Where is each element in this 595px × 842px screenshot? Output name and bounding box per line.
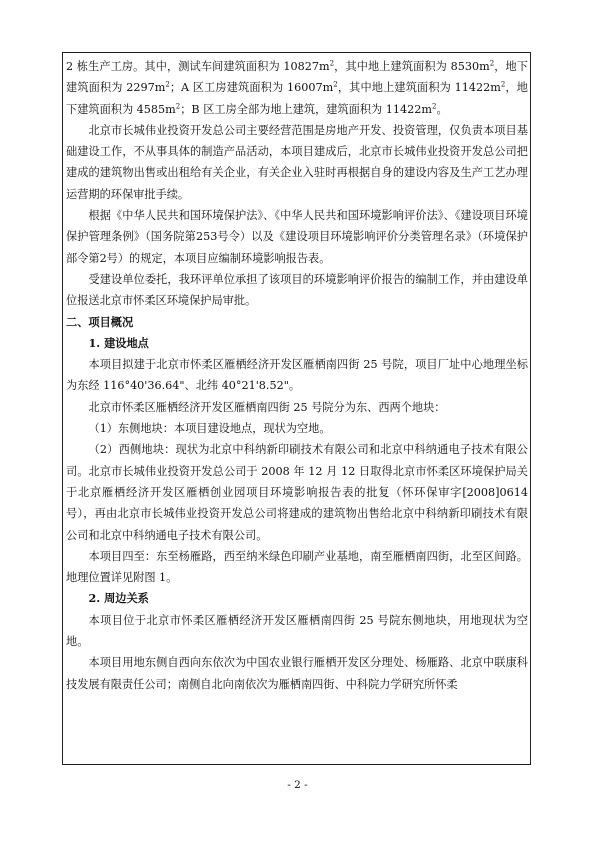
document-body (66, 56, 528, 695)
paragraph-legal-basis: 根据《中华人民共和国环境保护法》、《中华人民共和国环境影响评价法》、《建设项目环境保护管理条例》（国务院第253号令）以及《建设项目环境影响评价分类管理名录》（环境保护部令第2号）的规定，本项目应编制环境影响报告表。 (66, 209, 528, 265)
paragraph-commission: 受建设单位委托，我环评单位承担了该项目的环境影响评价报告的编制工作，并由建设单位报送北京市怀柔区环境保护局审批。 (66, 272, 528, 308)
paragraph-east-plot: （1）东侧地块：本项目建设地点，现状为空地。 (88, 422, 331, 436)
section-heading-project-overview: 二、项目概况 (66, 314, 134, 329)
paragraph-boundaries: 本项目四至：东至杨雁路，西至纳米绿色印刷产业基地，南至雁栖南四街，北至区间路。地理位置详见附图 1。 (66, 549, 528, 585)
paragraph-neighbors: 本项目用地东侧自西向东依次为中国农业银行雁栖开发区分理处、杨雁路、北京中联康科技发展有限责任公司；南侧自北向南依次为雁栖南四街、中科院力学研究所怀柔 (66, 656, 528, 691)
subheading-surroundings: 2. 周边关系 (88, 591, 149, 606)
paragraph-building-areas: 2 栋生产工房。其中，测试车间建筑面积为 $10827m^2$，其中地上建筑面积为 $8530m^2$，地下建筑面积为 $2297m^2$；A 区工房建筑面积为 $16007m^2$，其中地上建筑面积为 $11422m^2$，地下建筑面积为 $4585m^2$；B 区工房全部为地上建筑，建筑面积为 $11422m^2$。 (66, 59, 528, 116)
paragraph-company-scope: 北京市长城伟业投资开发总公司主要经营范围是房地产开发、投资管理，仅负责本项目基础建设工作，不从事具体的制造产品活动，本项目建成后，北京市长城伟业投资开发总公司把建成的建筑物出售或出租给有关企业，有关企业入驻时再根据自身的建设内容及生产工艺办理运营期的环保审批手续。 (66, 123, 528, 201)
paragraph-site-status: 本项目位于北京市怀柔区雁栖经济开发区雁栖南四街 25 号院东侧地块，用地现状为空地。 (66, 613, 528, 649)
paragraph-west-plot: （2）西侧地块：现状为北京中科纳新印刷技术有限公司和北京中科纳通电子技术有限公司。北京市长城伟业投资开发总公司于 2008 年 12 月 12 日取得北京市怀柔区环境保护局关于北京雁栖经济开发区雁栖创业园项目环境影响报告表的批复（怀环保审字[2008]0614 号），再由北京市长城伟业投资开发总公司将建成的建筑物出售给北京中科纳新印刷技术有限公司和北京中科纳通电子技术有限公司。 (66, 443, 528, 542)
page-number: - 2 - (287, 779, 308, 791)
subheading-location: 1. 建设地点 (88, 335, 149, 350)
paragraph-site-coordinates: 本项目拟建于北京市怀柔区雁栖经济开发区雁栖南四街 25 号院，项目厂址中心地理坐标为东经 116°40'36.64"、北纬 40°21'8.52"。 (66, 358, 528, 393)
paragraph-site-plots: 北京市怀柔区雁栖经济开发区雁栖南四街 25 号院分为东、西两个地块： (88, 400, 446, 414)
